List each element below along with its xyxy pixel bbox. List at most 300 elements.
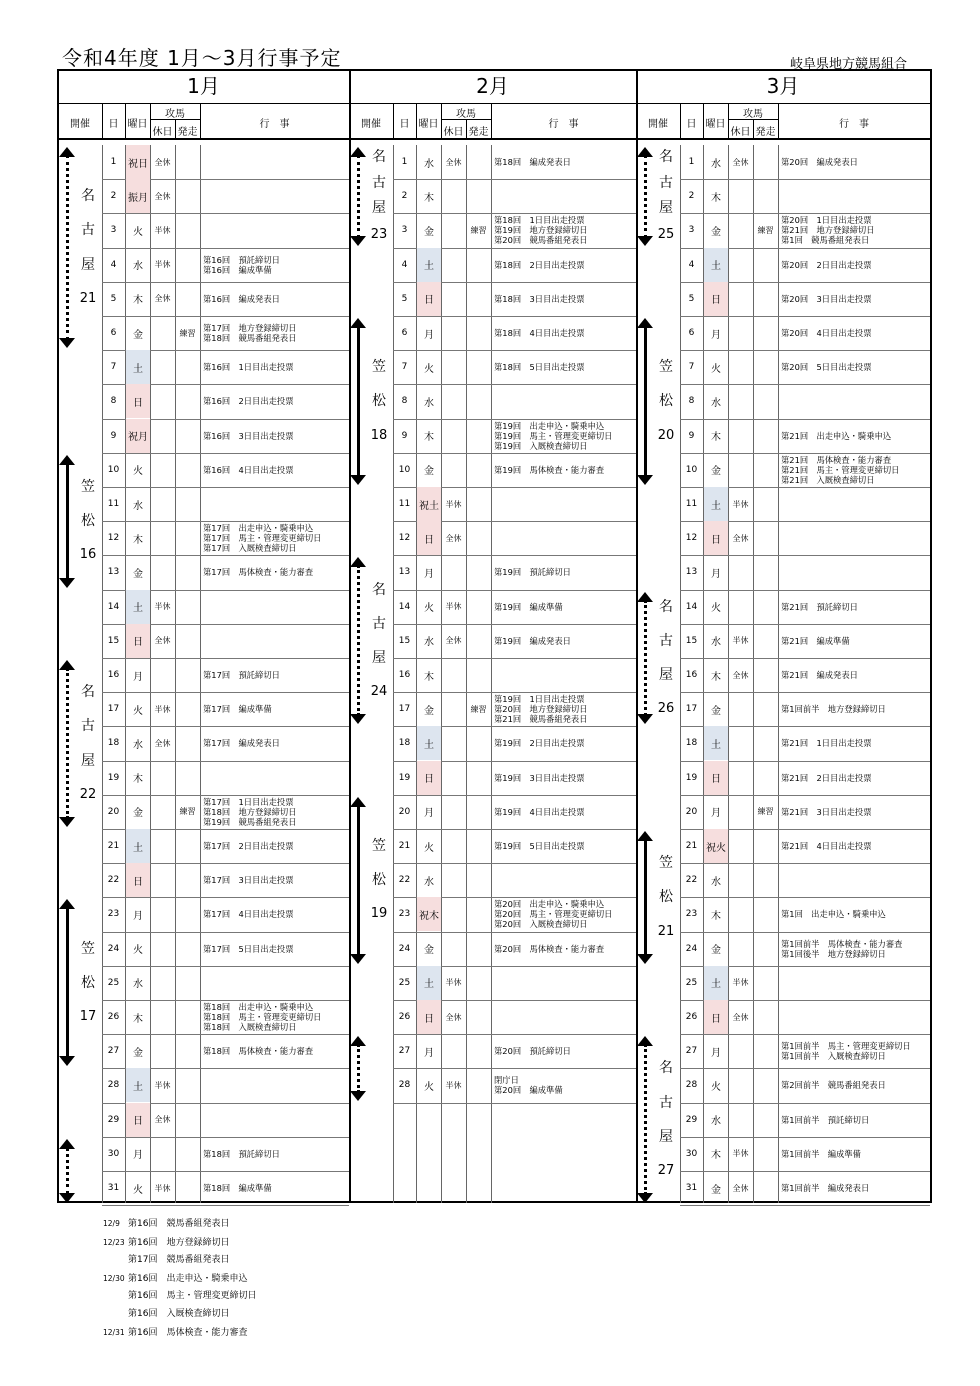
holiday-cell [728,453,753,487]
event-line: 第18回 預託締切日 [203,1148,280,1159]
column-header [58,103,349,140]
weekday-cell: 木 [424,192,434,204]
start-cell [175,521,200,555]
day-number: 7 [401,362,408,373]
row-divider [393,1103,636,1104]
weekday-cell: 火 [424,1081,434,1093]
holiday-cell [441,248,466,282]
event-line: 第17回 預託締切日 [203,670,280,680]
note-text: 第16回 馬体検査・能力審査 [128,1327,248,1338]
day-number: 4 [688,259,695,270]
day-number: 2 [688,191,695,202]
start-cell [466,487,491,521]
weekday-cell: 月 [133,910,143,922]
holiday-cell: 半休 [445,602,462,612]
event-line: 第21回 馬主・管理変更締切日 [781,464,900,475]
header-divider [125,103,126,138]
table-row [58,1103,349,1137]
weekday-cell: 水 [133,739,143,751]
holiday-cell [728,932,753,966]
weekday-cell: 金 [133,568,143,580]
table-row [349,624,636,658]
event-line: 第19回 編成準備 [494,601,563,612]
header-divider [778,103,779,138]
events-cell [781,590,928,624]
day-number: 15 [685,635,698,646]
day-number: 30 [685,1148,698,1159]
header-divider [102,103,103,138]
events-cell [203,145,347,179]
events-cell [203,692,347,726]
table-row [58,863,349,897]
holiday-cell: 半休 [732,636,749,646]
event-line: 第19回 5日目出走投票 [494,841,585,851]
weekday-cell: 金 [711,466,721,478]
event-line: 第1回前半 馬主・管理変更締切日 [781,1041,911,1052]
weekday-cell: 火 [133,945,143,957]
day-number: 10 [685,464,698,475]
events-cell [494,1000,634,1034]
col-header-weekday: 曜日 [127,119,148,130]
events-cell [203,316,347,350]
weekday-cell: 月 [424,808,434,820]
start-cell [753,761,778,795]
day-number: 11 [685,499,698,509]
table-row [636,316,930,350]
event-line: 第16回 1日目出走投票 [203,362,294,373]
table-row [636,350,930,384]
event-line: 第18回 1日目出走投票 [494,215,585,226]
event-line: 第18回 競馬番組発表日 [203,333,297,343]
event-line: 第20回 馬体検査・能力審査 [494,943,605,954]
day-number: 22 [107,875,120,886]
start-cell [753,966,778,1000]
table-row [636,145,930,179]
events-cell [203,1068,347,1102]
arrow-up-icon [350,318,366,328]
day-number: 9 [401,430,408,441]
col-header-kaisai: 開催 [70,119,90,130]
venue-name: 笠松 [81,940,95,991]
weekday-cell: 木 [711,1150,721,1162]
weekday-cell: 日 [417,282,441,316]
event-line: 第17回 1日目出走投票 [203,796,294,807]
table-row [349,316,636,350]
table-row [58,897,349,931]
weekday-cell: 日 [126,863,150,897]
start-cell [753,282,778,316]
arrow-down-icon [637,954,653,964]
events-cell [781,1068,928,1102]
weekday-cell: 金 [711,705,721,717]
event-line: 第20回 出走申込・騎乗申込 [494,899,605,910]
col-header-kyujitsu: 休日 [730,127,751,138]
note-date: 12/30 [103,1273,125,1283]
events-cell [494,521,634,555]
holiday-cell [441,795,466,829]
start-cell [753,1171,778,1205]
holiday-cell: 半休 [732,1149,749,1159]
note-line [103,1270,256,1289]
events-cell [203,932,347,966]
events-cell [781,350,928,384]
col-header-kaisai: 開催 [361,119,381,130]
events-cell [494,145,634,179]
event-line: 第1回前半 編成準備 [781,1148,861,1159]
start-cell [175,213,200,247]
events-cell [203,384,347,418]
events-cell [781,419,928,453]
start-cell [466,658,491,692]
day-number: 16 [398,670,411,680]
event-line: 第20回 5日目出走投票 [781,362,872,373]
venue-period-arrow [357,155,360,238]
arrow-down-icon [59,338,75,348]
day-number: 1 [688,157,695,167]
holiday-cell: 半休 [154,225,171,235]
venue-meeting-number: 19 [370,906,388,922]
header-divider [728,119,778,120]
start-cell [175,453,200,487]
event-line: 第21回 編成発表日 [781,670,858,680]
arrow-up-icon [637,592,653,602]
event-line: 第16回 4日目出走投票 [203,464,294,475]
holiday-cell: 全休 [732,533,749,543]
holiday-cell [441,213,466,247]
start-cell [466,419,491,453]
weekday-cell: 木 [711,432,721,444]
start-cell [466,350,491,384]
venue-name: 名古屋 [659,1060,673,1145]
day-number: 23 [685,909,698,920]
note-text: 第16回 入厩検査締切日 [128,1308,230,1319]
holiday-cell [150,761,175,795]
table-row [349,590,636,624]
holiday-cell [441,692,466,726]
holiday-cell [150,932,175,966]
day-number: 5 [110,293,117,304]
event-line: 第17回 編成発表日 [203,738,280,749]
venue-period-arrow [644,600,647,717]
venue-meeting-number: 23 [370,226,388,242]
col-header-hassou: 発走 [468,127,489,138]
event-line: 第21回 馬体検査・能力審査 [781,454,892,465]
footnotes [103,1215,256,1342]
event-line: 第1回前半 地方登録締切日 [781,704,886,715]
holiday-cell [441,1034,466,1068]
event-line: 第21回 4日目出走投票 [781,841,872,851]
events-cell [781,897,928,931]
event-line: 第18回 2日目出走投票 [494,259,585,270]
start-cell [466,384,491,418]
events-cell [203,555,347,589]
weekday-cell: 月 [424,1047,434,1059]
start-cell: 練習 [179,807,196,817]
events-cell [494,316,634,350]
events-cell [494,487,634,521]
start-cell [175,726,200,760]
weekday-cell: 月 [133,671,143,683]
start-cell [753,897,778,931]
weekday-cell: 火 [424,842,434,854]
table-row [58,521,349,555]
holiday-cell: 全休 [732,1183,749,1193]
events-cell [781,213,928,247]
event-line: 第19回 出走申込・騎乗申込 [494,420,605,431]
start-cell [753,1103,778,1137]
day-number: 17 [107,704,120,715]
table-row [58,726,349,760]
events-cell [494,248,634,282]
event-line: 第21回 3日目出走投票 [781,806,872,817]
holiday-cell: 全休 [154,191,171,201]
table-row [636,1171,930,1205]
table-row [636,213,930,247]
start-cell [175,692,200,726]
start-cell [175,590,200,624]
arrow-down-icon [350,954,366,964]
start-cell [466,1068,491,1102]
events-cell [203,521,347,555]
events-cell [781,1034,928,1068]
arrow-up-icon [59,1139,75,1149]
weekday-cell: 月 [424,329,434,341]
events-cell [781,829,928,863]
start-cell [753,248,778,282]
day-number: 17 [398,704,411,715]
venue-meeting-number: 17 [79,1009,97,1024]
day-number: 19 [398,772,411,783]
table-row [636,384,930,418]
weekday-cell: 金 [424,705,434,717]
table-row [636,1034,930,1068]
day-number: 11 [398,499,411,509]
holiday-cell [441,932,466,966]
start-cell [466,590,491,624]
table-row [636,248,930,282]
table-row [58,350,349,384]
table-row [349,384,636,418]
events-cell [203,1034,347,1068]
weekday-cell: 火 [133,466,143,478]
holiday-cell [441,316,466,350]
table-row [58,1137,349,1171]
weekday-cell: 水 [424,637,434,649]
weekday-cell: 祝土 [417,487,441,521]
holiday-cell [441,384,466,418]
events-cell [781,761,928,795]
holiday-cell [441,419,466,453]
day-number: 10 [398,464,411,475]
event-line: 第21回 競馬番組発表日 [494,714,588,725]
day-number: 30 [107,1148,120,1159]
start-cell [753,350,778,384]
weekday-cell: 土 [126,590,150,624]
holiday-cell [150,521,175,555]
holiday-cell [441,179,466,213]
day-number: 29 [685,1114,698,1125]
weekday-cell: 木 [424,432,434,444]
weekday-cell: 土 [417,966,441,1000]
header-divider [393,103,394,138]
event-line: 第18回 出走申込・騎乗申込 [203,1002,314,1012]
day-number: 16 [685,670,698,680]
start-cell [175,761,200,795]
start-cell [466,145,491,179]
holiday-cell [150,316,175,350]
weekday-cell: 金 [711,1184,721,1196]
holiday-cell [728,213,753,247]
weekday-cell: 月 [424,568,434,580]
start-cell [175,1103,200,1137]
event-line: 第20回 編成準備 [494,1085,563,1096]
events-cell [781,316,928,350]
holiday-cell [728,795,753,829]
note-line [103,1215,256,1234]
start-cell [753,179,778,213]
start-cell [753,453,778,487]
event-line: 第18回 4日目出走投票 [494,328,585,338]
holiday-cell [150,487,175,521]
arrow-down-icon [637,1193,653,1203]
day-number: 26 [398,1012,411,1022]
table-row [349,966,636,1000]
col-header-hassou: 発走 [755,127,776,138]
col-header-events: 行 事 [259,119,290,130]
day-number: 8 [688,396,695,407]
start-cell [466,521,491,555]
weekday-cell: 火 [711,603,721,615]
venue-meeting-number: 21 [657,923,675,939]
day-number: 6 [110,328,117,338]
weekday-cell: 木 [711,910,721,922]
table-row [636,624,930,658]
weekday-cell: 木 [133,1013,143,1025]
day-number: 25 [685,977,698,988]
event-line: 第16回 預託締切日 [203,254,280,265]
events-cell [781,487,928,521]
event-line: 第19回 4日目出走投票 [494,806,585,817]
events-cell [781,145,928,179]
holiday-cell [150,1000,175,1034]
start-cell [175,966,200,1000]
note-text: 第16回 地方登録締切日 [128,1237,230,1248]
event-line: 第17回 地方登録締切日 [203,323,297,333]
start-cell [175,829,200,863]
col-header-hassou: 発走 [177,127,198,138]
event-line: 第19回 馬体検査・能力審査 [494,464,605,475]
day-number: 13 [398,567,411,578]
day-number: 4 [110,259,117,270]
header-divider [491,103,492,138]
start-cell [175,932,200,966]
holiday-cell [728,282,753,316]
start-cell [466,179,491,213]
events-cell [781,248,928,282]
table-row [349,555,636,589]
col-header-koba: 攻馬 [165,109,185,120]
day-number: 3 [401,225,408,236]
day-number: 21 [398,841,411,851]
start-cell [175,248,200,282]
header-divider [200,103,201,138]
col-header-events: 行 事 [548,119,579,130]
table-row [636,761,930,795]
events-cell [494,829,634,863]
table-row [636,453,930,487]
arrow-down-icon [637,236,653,246]
table-row [349,179,636,213]
weekday-cell: 月 [711,808,721,820]
weekday-cell: 金 [424,466,434,478]
day-number: 22 [685,875,698,886]
event-line: 第16回 編成準備 [203,264,272,275]
events-cell [494,213,634,247]
weekday-cell: 水 [424,158,434,170]
col-header-day: 日 [399,119,410,130]
start-cell [175,1068,200,1102]
start-cell [466,897,491,931]
event-line: 第18回 地方登録締切日 [203,806,297,817]
start-cell [175,179,200,213]
day-number: 24 [107,943,120,954]
events-cell [494,555,634,589]
events-cell [781,555,928,589]
event-line: 第21回 編成準備 [781,635,850,646]
event-line: 第19回 1日目出走投票 [494,694,585,705]
event-line: 第19回 編成発表日 [494,635,571,646]
venue-meeting-number: 27 [657,1162,675,1178]
start-cell [175,1000,200,1034]
day-number: 11 [107,499,120,509]
holiday-cell: 半休 [445,978,462,988]
table-row [58,419,349,453]
day-number: 6 [401,328,408,338]
event-line: 第21回 地方登録締切日 [781,225,875,236]
venue-period-arrow [66,155,69,340]
event-line: 第17回 馬体検査・能力審査 [203,567,314,578]
start-cell [175,658,200,692]
venue-name: 名古屋 [372,581,386,666]
venue-name: 名古屋 [81,684,95,769]
day-number: 6 [688,328,695,338]
holiday-cell [150,419,175,453]
col-header-weekday: 曜日 [418,119,439,130]
arrow-up-icon [637,1036,653,1046]
events-cell [781,966,928,1000]
table-row [636,179,930,213]
table-row [58,248,349,282]
venue-period-arrow [644,1044,647,1195]
events-cell [494,932,634,966]
header-divider [753,119,754,138]
table-row [58,213,349,247]
start-cell [175,384,200,418]
holiday-cell [728,863,753,897]
event-line: 第20回 3日目出走投票 [781,293,872,304]
holiday-cell [150,384,175,418]
table-row [636,487,930,521]
event-line: 第18回 編成準備 [203,1183,272,1193]
day-number: 12 [107,533,120,544]
holiday-cell: 半休 [154,704,171,714]
events-cell [494,966,634,1000]
arrow-down-icon [350,1091,366,1101]
day-number: 20 [398,806,411,817]
weekday-cell: 日 [704,761,728,795]
start-cell [175,1137,200,1171]
holiday-cell [728,248,753,282]
